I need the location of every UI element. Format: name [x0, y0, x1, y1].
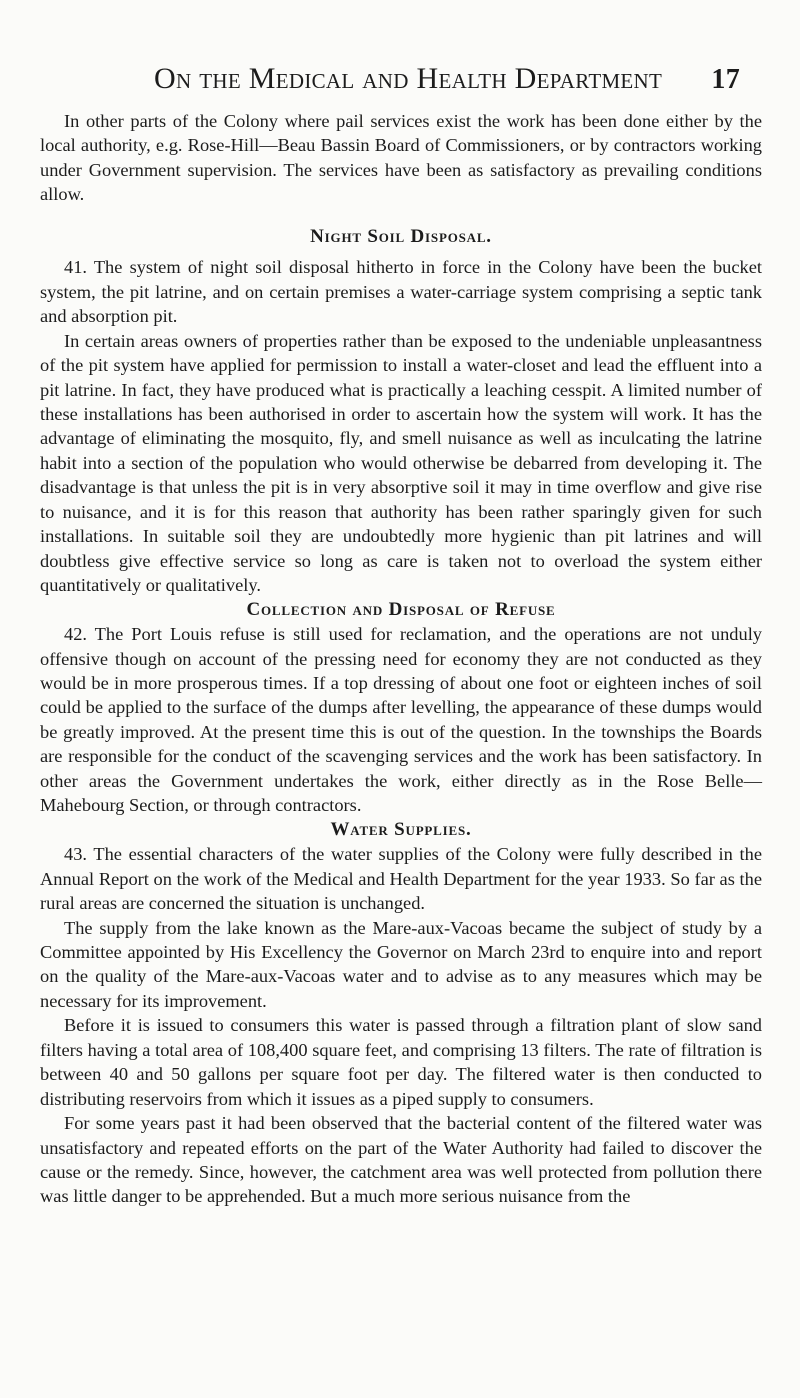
paragraph-43-lake-supply: The supply from the lake known as the Mare-aux-Vacoas became the subject of study by a Committee appointed by His Excellency the Governor on March 23rd to enquire into and report on the quality of the Mare-aux-Vacoas water and to advise as to any measures which may be necessary for its improvement.	[40, 917, 762, 1011]
paragraph-42: 42. The Port Louis refuse is still used for reclamation, and the operations are not unduly offensive though on account of the pressing need for economy they are not conducted as they would be in more prosperous times. If a top dressing of about one foot or eighteen inches of soil could be applied to the surface of the dumps after levelling, the appearance of these dumps would be greatly improved. At the present time this is out of the question. In the townships the Boards are responsible for the conduct of the scavenging services and the work has been satisfactory. In other areas the Government undertakes the work, either directly as in the Rose Belle—Mahebourg Section, or through contractors.	[40, 624, 762, 816]
running-head	[154, 62, 740, 97]
paragraph-43: 43. The essential characters of the water supplies of the Colony were fully described in the Annual Report on the work of the Medical and Health Department for the year 1933. So far as the rural areas are concerned the situation is unchanged.	[40, 844, 762, 914]
paragraph-43-filtration: Before it is issued to consumers this water is passed through a filtration plant of slow sand filters having a total area of 108,400 square feet, and comprising 13 filters. The rate of filtration is between 40 and 50 gallons per square foot per day. The filtered water is then conducted to distributing reservoirs from which it issues as a piped supply to consumers.	[40, 1015, 762, 1109]
intro-paragraph: In other parts of the Colony where pail services exist the work has been done either by the local authority, e.g. Rose-Hill—Beau Bassin Board of Commissioners, or by contractors working under Government supervision. The services have been as satisfactory as prevailing conditions allow.	[40, 111, 762, 205]
section-heading-night-soil: Night Soil Disposal.	[310, 225, 492, 247]
paragraph-43-bacterial-content: For some years past it had been observed that the bacterial content of the filtered water was unsatisfactory and repeated efforts on the part of the Water Authority had failed to discover the cause or the remedy. Since, however, the catchment area was well protected from pollution there was little danger to be apprehended. But a much more serious nuisance from the	[40, 1113, 762, 1207]
body-text	[40, 109, 762, 1209]
page-number: 17	[711, 64, 740, 95]
paragraph-41: 41. The system of night soil disposal hitherto in force in the Colony have been the bucket system, the pit latrine, and on certain premises a water-carriage system comprising a septic tank and absorption pit.	[40, 257, 762, 327]
paragraph-41-continued: In certain areas owners of properties rather than be exposed to the undeniable unpleasantness of the pit system have applied for permission to install a water-closet and lead the effluent into a pit latrine. In fact, they have produced what is practically a leaching cesspit. A limited number of these installations has been authorised in order to ascertain how the system will work. It has the advantage of eliminating the mosquito, fly, and smell nuisance as well as inculcating the latrine habit into a section of the population who would otherwise be debarred from developing it. The disadvantage is that unless the pit is in very absorptive soil it may in time overflow and give rise to nuisance, and it is for this reason that authority has been rather sparingly given for such installations. In suitable soil they are undoubtedly more hygienic than pit latrines and will doubtless give effective service so long as care is taken not to overload the system either quantitatively or qualitatively.	[40, 330, 762, 596]
running-head-title: On the Medical and Health Department	[154, 62, 663, 95]
section-heading-water-supplies: Water Supplies.	[330, 818, 472, 840]
section-heading-refuse: Collection and Disposal of Refuse	[246, 598, 556, 620]
